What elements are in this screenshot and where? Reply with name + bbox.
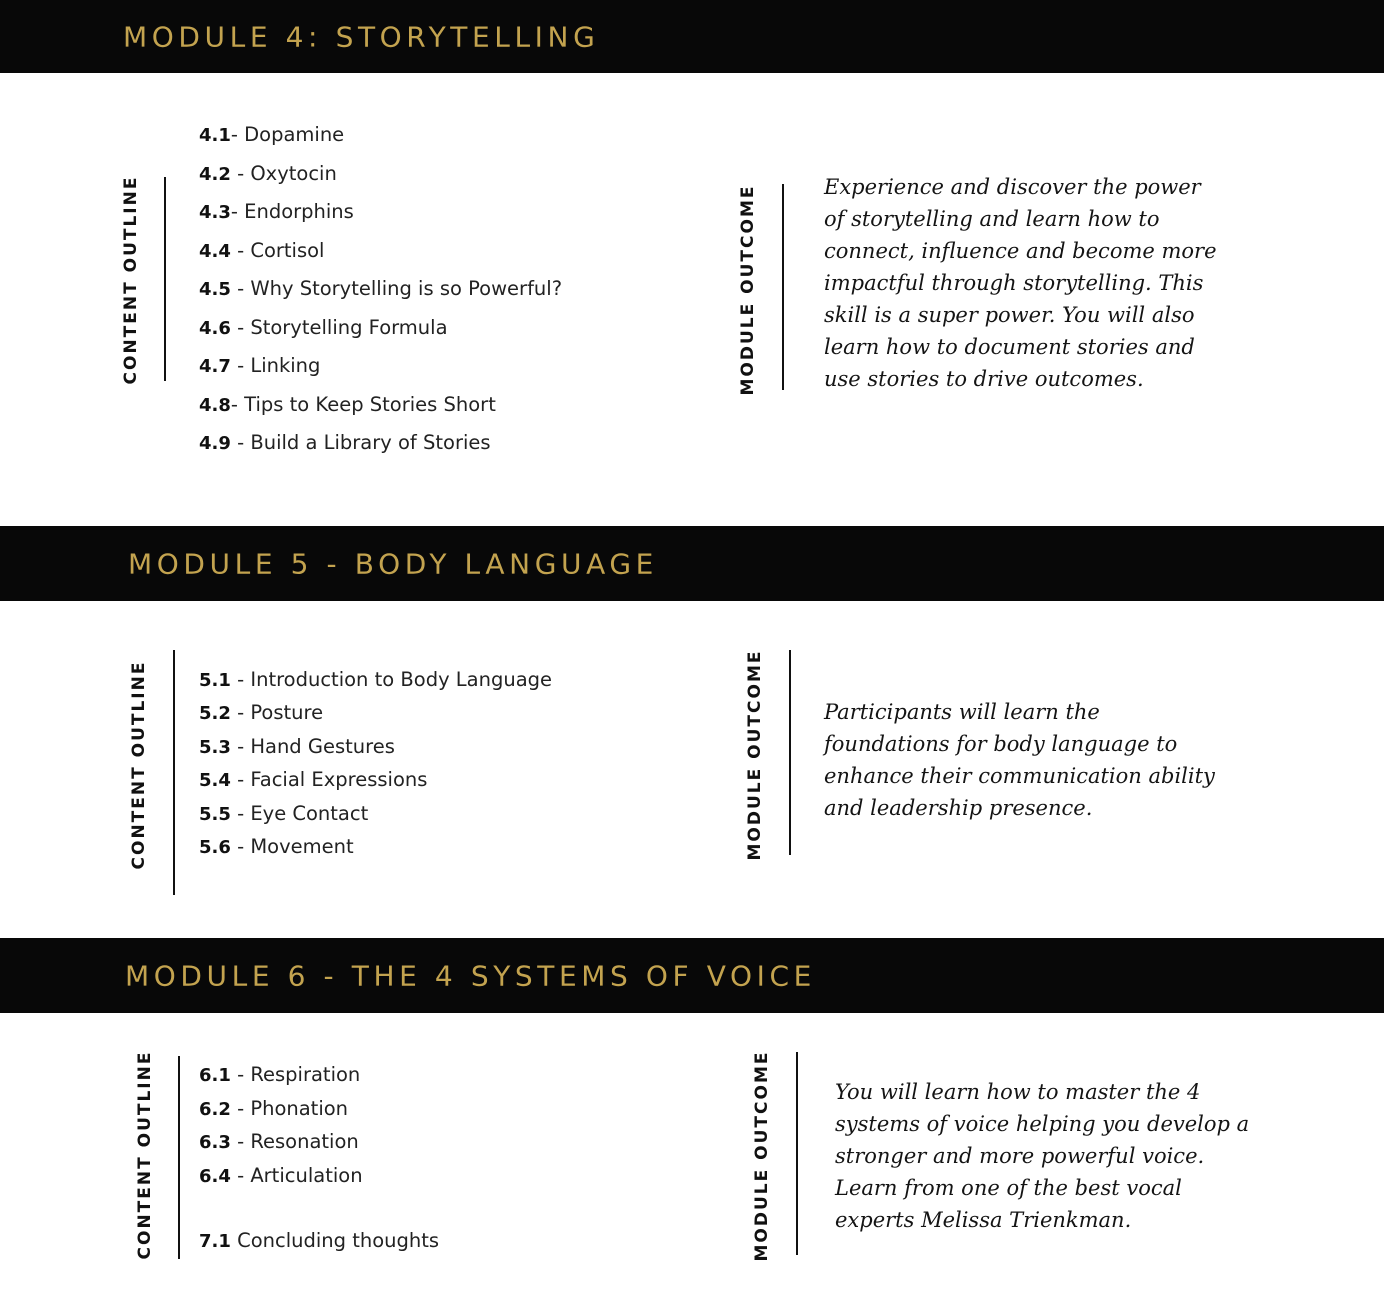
outline-item: 5.3 - Hand Gestures [199,734,395,758]
outline-item: 4.9 - Build a Library of Stories [199,431,491,454]
content-outline-label: CONTENT OUTLINE [129,660,149,870]
content-outline-label: CONTENT OUTLINE [135,1050,155,1260]
outline-item: 4.3- Endorphins [199,200,354,223]
module-6-outcome-text: You will learn how to master the 4 systems of voice helping you develop a stronger and more powerful voice. Learn from one of the best vocal experts Melissa Trienkman. [835,1080,1250,1232]
outline-item: 6.4 - Articulation [199,1163,363,1187]
outline-item: 5.1 - Introduction to Body Language [199,668,553,691]
outline-item: 4.7 - Linking [199,354,321,377]
module-6-header-bar [0,938,1384,1013]
module-5-outline-list [199,664,552,864]
outline-item: 4.2 - Oxytocin [199,161,337,185]
module-outcome-divider [789,650,791,855]
module-5-outcome-text: Participants will learn the foundations for body language to enhance their communication ability and leadership presence. [824,700,1215,820]
outline-item: 6.2 - Phonation [199,1096,349,1120]
module-outcome-divider [782,184,784,390]
outline-item: 6.3 - Resonation [199,1130,359,1153]
content-outline-label: CONTENT OUTLINE [121,175,141,385]
outline-item: 7.1 Concluding thoughts [199,1229,440,1252]
module-4-outline-list [199,116,562,463]
outline-item: 4.5 - Why Storytelling is so Powerful? [199,277,563,300]
module-5-header-bar [0,526,1384,601]
content-outline-divider [164,177,166,381]
module-outcome-label: MODULE OUTCOME [752,1050,772,1262]
module-4-title: MODULE 4: STORYTELLING [123,20,600,53]
outline-item: 5.4 - Facial Expressions [199,768,428,792]
outline-item: 6.1 - Respiration [199,1063,361,1086]
outline-item: 4.1- Dopamine [199,123,345,146]
module-outcome-label: MODULE OUTCOME [738,184,758,396]
outline-item: 5.2 - Posture [199,701,324,725]
outline-item: 5.5 - Eye Contact [199,801,369,825]
module-outcome-divider [796,1052,798,1255]
module-5-title: MODULE 5 - BODY LANGUAGE [128,547,658,580]
module-4-header-bar [0,0,1384,73]
module-6-title: MODULE 6 - THE 4 SYSTEMS OF VOICE [125,959,816,992]
module-6-outline-list [199,1059,439,1259]
module-outcome-label: MODULE OUTCOME [745,649,765,861]
content-outline-divider [178,1056,180,1259]
outline-item: 5.6 - Movement [199,835,354,859]
module-4-outcome-text: Experience and discover the power of storytelling and learn how to connect, influence and become more impactful through storytelling. This skill is a super power. You will also learn how to document stories and use stories to drive outcomes. [824,175,1217,391]
outline-item: 4.6 - Storytelling Formula [199,315,448,339]
content-outline-divider [173,650,175,895]
outline-item: 4.8- Tips to Keep Stories Short [199,392,496,416]
outline-item: 4.4 - Cortisol [199,238,325,262]
